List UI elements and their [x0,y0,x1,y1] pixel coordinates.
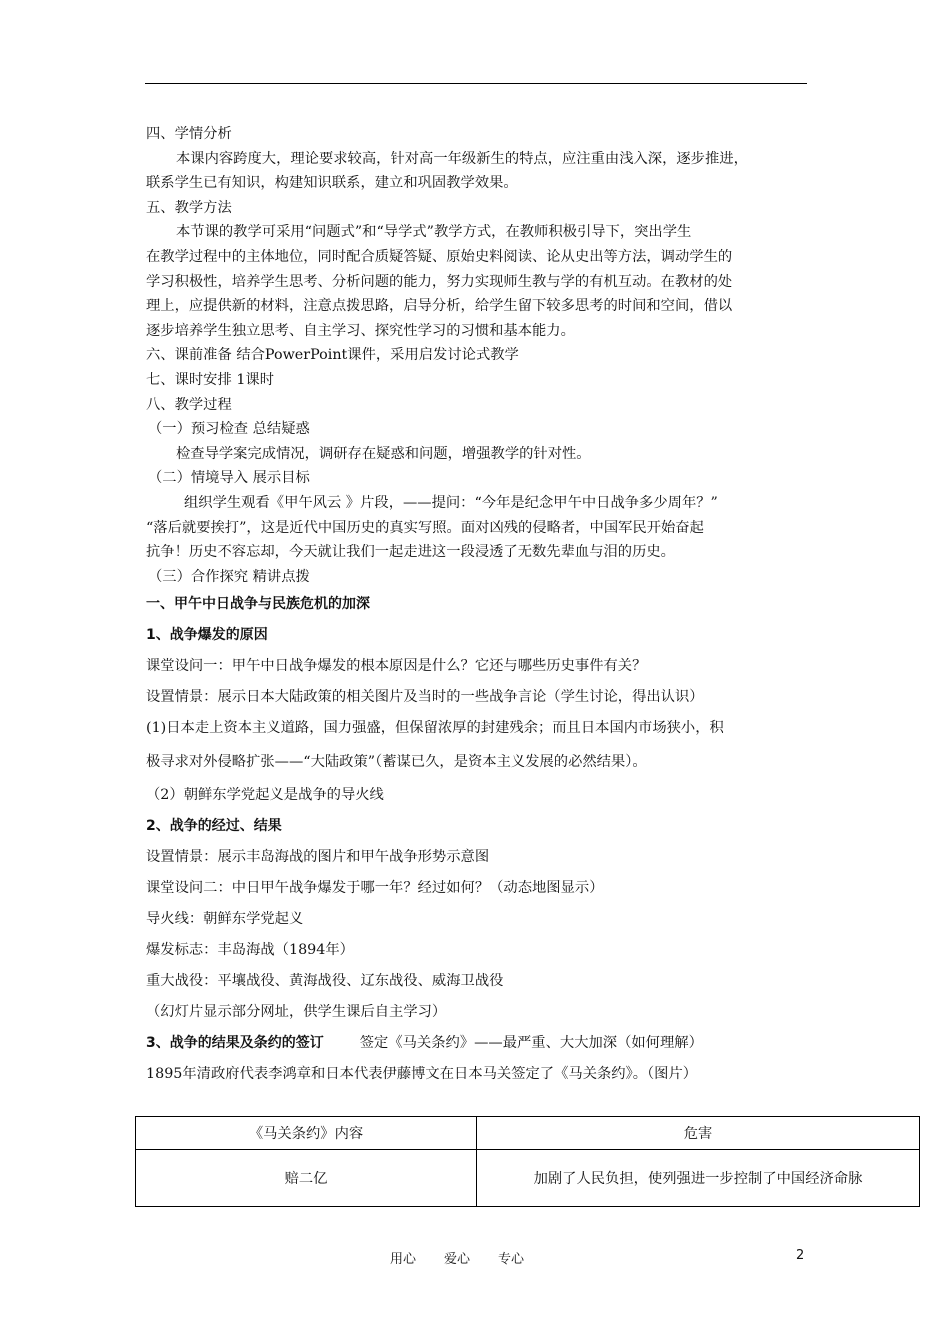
table-header-harm: 危害 [477,1117,920,1150]
page-number: 2 [796,1248,805,1263]
section-heading-process: 八、教学过程 [146,396,232,413]
footer-motto [390,1248,552,1267]
section-heading-student-analysis: 四、学情分析 [146,126,232,142]
header-rule [145,83,807,84]
subsection-heading: （二）情境导入 展示目标 [148,470,310,487]
paragraph-line: (1)日本走上资本主义道路，国力强盛，但保留浓厚的封建残余；而且日本国内市场狭小，积 [146,720,724,737]
paragraph-line: 联系学生已有知识，构建知识联系，建立和巩固教学效果。 [146,175,518,192]
paragraph-line: 本课内容跨度大，理论要求较高，针对高一年级新生的特点，应注重由浅入深，逐步推进， [176,150,748,167]
paragraph-line: （2）朝鲜东学党起义是战争的导火线 [146,787,384,804]
topic-subheading: 2、战争的经过、结果 [146,818,282,835]
table-row [136,1150,920,1207]
paragraph-line: 课堂设问一：甲午中日战争爆发的根本原因是什么？它还与哪些历史事件有关？ [146,658,647,675]
paragraph-line: 抗争！历史不容忘却，今天就让我们一起走进这一段浸透了无数先辈血与泪的历史。 [146,544,675,561]
paragraph-line: 设置情景：展示日本大陆政策的相关图片及当时的一些战争言论（学生讨论，得出认识） [146,689,704,706]
section-heading-preparation: 六、课前准备 结合PowerPoint课件，采用启发讨论式教学 [146,347,519,364]
footer-motto-word: 爱心 [444,1252,471,1267]
footer-motto-word: 专心 [498,1252,525,1267]
topic-heading: 一、甲午中日战争与民族危机的加深 [146,596,370,613]
paragraph-line: 重大战役：平壤战役、黄海战役、辽东战役、威海卫战役 [146,973,504,990]
topic-subheading-line [146,1028,818,1059]
paragraph-line: 课堂设问二：中日甲午战争爆发于哪一年？经过如何？（动态地图显示） [146,880,604,897]
subsection-heading: （一）预习检查 总结疑惑 [148,421,310,438]
table-header-content: 《马关条约》内容 [136,1117,477,1150]
paragraph-line: 理上，应提供新的材料，注意点拨思路，启导分析，给学生留下较多思考的时间和空间，借以 [146,298,733,315]
document-body [146,122,818,1090]
paragraph-line: “落后就要挨打”，这是近代中国历史的真实写照。面对凶残的侵略者，中国军民开始奋起 [146,519,704,536]
footer-motto-word: 用心 [390,1252,417,1267]
paragraph-line: 导火线：朝鲜东学党起义 [146,911,304,928]
paragraph-line: 爆发标志：丰岛海战（1894年） [146,942,354,959]
paragraph-inline: 签定《马关条约》——最严重、大大加深（如何理解） [359,1035,703,1052]
subsection-heading: （三）合作探究 精讲点拨 [148,568,310,585]
section-heading-schedule: 七、课时安排 1课时 [146,371,275,388]
treaty-table [135,1116,920,1207]
paragraph-line: 逐步培养学生独立思考、自主学习、探究性学习的习惯和基本能力。 [146,322,575,339]
paragraph-line: 组织学生观看《甲午风云 》片段，——提问：“今年是纪念甲午中日战争多少周年？” [184,494,718,511]
paragraph-line: 在教学过程中的主体地位，同时配合质疑答疑、原始史料阅读、论从史出等方法，调动学生的 [146,248,733,265]
paragraph-line: 检查导学案完成情况，调研存在疑惑和问题，增强教学的针对性。 [176,445,591,462]
paragraph-line: 学习积极性，培养学生思考、分析问题的能力，努力实现师生教与学的有机互动。在教材的处 [146,273,733,290]
table-header-row [136,1117,920,1150]
paragraph-line: 极寻求对外侵略扩张——“大陆政策”（蓄谋已久，是资本主义发展的必然结果）。 [146,754,647,771]
section-heading-teaching-method: 五、教学方法 [146,199,232,216]
table-cell: 赔二亿 [136,1150,477,1207]
paragraph-line: （幻灯片显示部分网址，供学生课后自主学习） [146,1004,447,1021]
paragraph-line: 1895年清政府代表李鸿章和日本代表伊藤博文在日本马关签定了《马关条约》。（图片） [146,1066,698,1083]
paragraph-line: 本节课的教学可采用“问题式”和“导学式”教学方式，在教师积极引导下，突出学生 [176,224,692,241]
topic-subheading: 1、战争爆发的原因 [146,627,268,644]
paragraph-line: 设置情景：展示丰岛海战的图片和甲午战争形势示意图 [146,849,490,866]
table-cell: 加剧了人民负担，使列强进一步控制了中国经济命脉 [477,1150,920,1207]
topic-subheading: 3、战争的结果及条约的签订 [146,1035,324,1052]
